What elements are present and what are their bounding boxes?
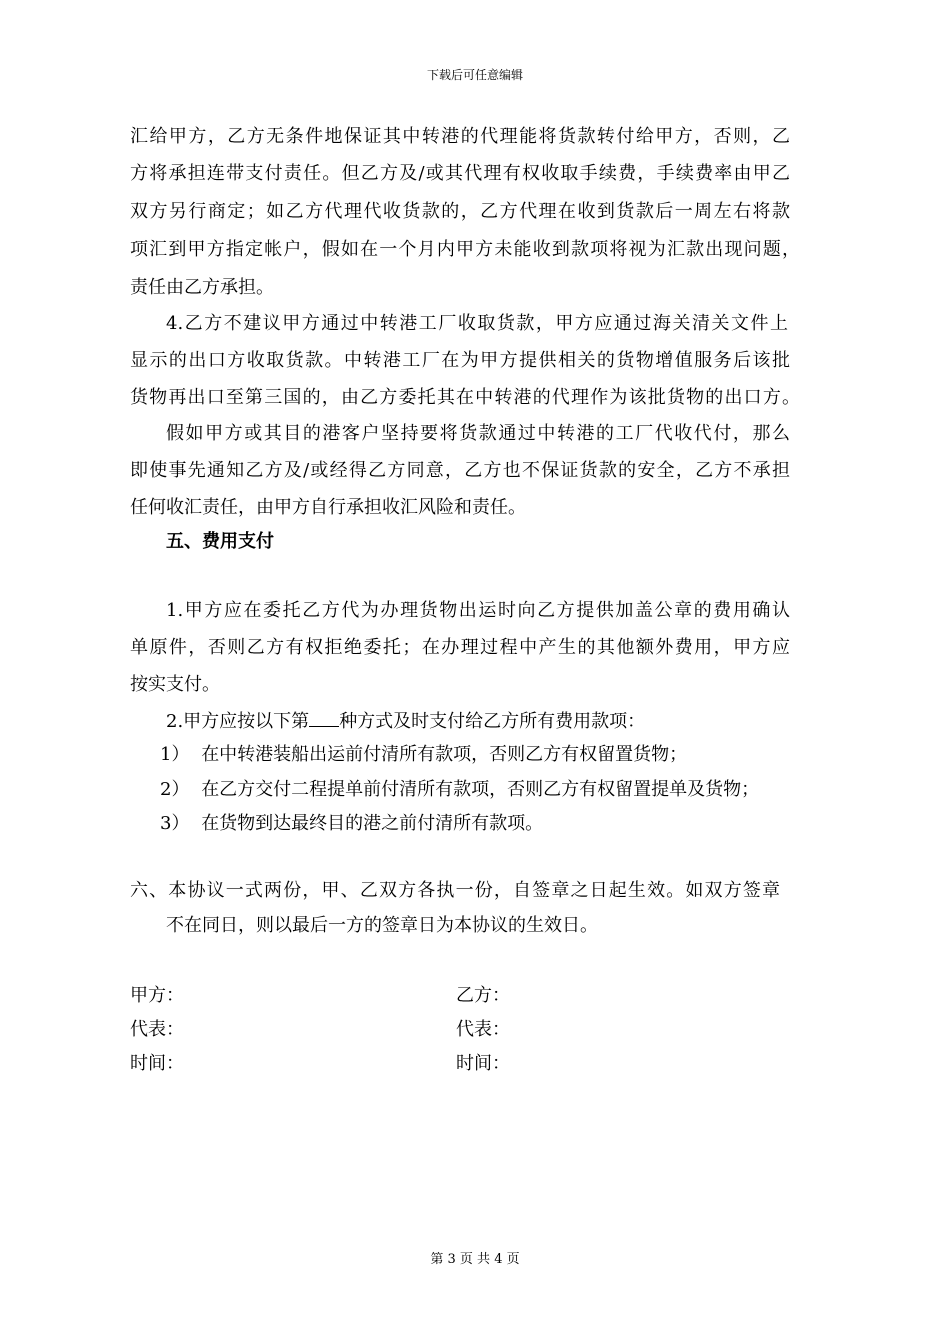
option-number: 1）	[160, 744, 190, 765]
section-5-item-1-line: 1.甲方应在委托乙方代为办理货物出运时向乙方提供加盖公章的费用确认	[166, 600, 790, 621]
party-b-label: 乙方：	[456, 985, 510, 1006]
item-2-text-after: 种方式及时支付给乙方所有费用款项：	[339, 711, 646, 732]
paragraph-line: 责任由乙方承担。	[130, 277, 274, 298]
paragraph-line: 方将承担连带支付责任。但乙方及/或其代理有权收取手续费，手续费率由甲乙	[130, 163, 790, 184]
page-header: 下载后可任意编辑	[426, 68, 523, 82]
representative-b-label: 代表：	[456, 1019, 510, 1040]
section-6-line: 不在同日，则以最后一方的签章日为本协议的生效日。	[166, 915, 598, 936]
section-5-item-2	[166, 710, 645, 733]
section-6-line: 六、本协议一式两份，甲、乙双方各执一份，自签章之日起生效。如双方签章	[130, 880, 780, 901]
option-text: 在乙方交付二程提单前付清所有款项，否则乙方有权留置提单及货物；	[201, 779, 760, 800]
option-text: 在货物到达最终目的港之前付清所有款项。	[201, 813, 544, 834]
paragraph-line: 项汇到甲方指定帐户，假如在一个月内甲方未能收到款项将视为汇款出现问题，	[130, 239, 800, 260]
section-5-item-1-line: 单原件，否则乙方有权拒绝委托；在办理过程中产生的其他额外费用，甲方应	[130, 637, 790, 658]
section-5-item-1-line: 按实支付。	[130, 674, 220, 695]
page-footer: 第 3 页 共 4 页	[430, 1252, 520, 1267]
option-number: 2）	[160, 779, 190, 800]
item-4-line: 显示的出口方收取货款。中转港工厂在为甲方提供相关的货物增值服务后该批	[130, 350, 790, 371]
paragraph-line: 汇给甲方，乙方无条件地保证其中转港的代理能将货款转付给甲方，否则，乙	[130, 126, 790, 147]
option-number: 3）	[160, 813, 190, 834]
choice-blank	[309, 710, 339, 727]
section-5-title: 五、费用支付	[166, 531, 274, 552]
party-a-label: 甲方：	[130, 985, 184, 1006]
item-4-extra-line: 任何收汇责任，由甲方自行承担收汇风险和责任。	[130, 497, 526, 518]
payment-option	[160, 744, 687, 766]
item-4-line: 4.乙方不建议甲方通过中转港工厂收取货款，甲方应通过海关清关文件上	[166, 313, 788, 334]
item-4-extra-line: 即使事先通知乙方及/或经得乙方同意，乙方也不保证货款的安全，乙方不承担	[130, 460, 790, 481]
payment-option	[160, 813, 543, 835]
time-b-label: 时间：	[456, 1053, 510, 1074]
time-a-label: 时间：	[130, 1053, 184, 1074]
item-4-line: 货物再出口至第三国的，由乙方委托其在中转港的代理作为该批货物的出口方。	[130, 387, 800, 408]
option-text: 在中转港装船出运前付清所有款项，否则乙方有权留置货物；	[201, 744, 688, 765]
payment-option	[160, 779, 759, 801]
item-2-text-before: 2.甲方应按以下第	[166, 711, 310, 732]
representative-a-label: 代表：	[130, 1019, 184, 1040]
item-4-extra-line: 假如甲方或其目的港客户坚持要将货款通过中转港的工厂代收代付，那么	[166, 423, 790, 444]
paragraph-line: 双方另行商定；如乙方代理代收货款的，乙方代理在收到货款后一周左右将款	[130, 201, 790, 222]
